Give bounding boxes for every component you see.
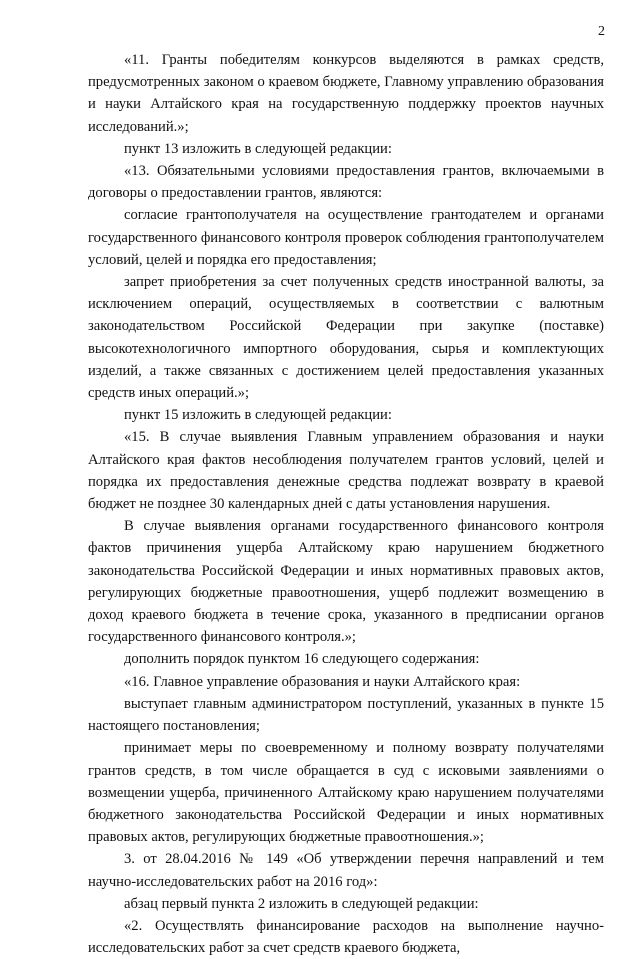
paragraph: «16. Главное управление образования и науки Алтайского края: [124, 673, 521, 690]
paragraph: дополнить порядок пунктом 16 следующего содержания: [124, 651, 480, 668]
paragraph: 3. от 28.04.2016 № 149 «Об утверждении перечня направлений и тем научно-исследовательских работ на 2016 год»: [88, 851, 604, 890]
paragraph: «13. Обязательными условиями предоставления грантов, включаемыми в договоры о предоставлении грантов, являются: [88, 163, 604, 202]
paragraph: пункт 15 изложить в следующей редакции: [124, 407, 392, 424]
paragraph: «2. Осуществлять финансирование расходов на выполнение научно-исследовательских работ за счет средств краевого бюджета, [88, 917, 604, 957]
paragraph: В случае выявления органами государственного финансового контроля фактов причинения ущерба Алтайскому краю нарушением бюджетного законодательства Российской Федерации и иных нормативных правовых актов, регулирующих бюджетные правоотношения, ущерб подлежит возмещению в доход краевого бюджета в течение срока, указанного в предписании органов государственного финансового контроля.»; [88, 518, 604, 646]
paragraph: согласие грантополучателя на осуществление грантодателем и органами государственного финансового контроля проверок соблюдения грантополучателем условий, целей и порядка его предоставления; [88, 207, 604, 268]
paragraph: выступает главным администратором поступлений, указанных в пункте 15 настоящего постановления; [88, 695, 604, 735]
page-number: 2 [598, 24, 605, 39]
paragraph: запрет приобретения за счет полученных средств иностранной валюты, за исключением операций, осуществляемых в соответствии с валютным законодательством Российской Федерации при закупке (поставке) высокотехнологичного импортного оборудования, сырья и комплектующих изделий, а также связанных с достижением целей предоставления указанных средств иных операций.»; [88, 274, 604, 402]
paragraph: пункт 13 изложить в следующей редакции: [124, 140, 392, 157]
paragraph: принимает меры по своевременному и полному возврату получателями грантов средств, в том числе обращается в суд с исковыми заявлениями о возмещении ущерба, причиненного Алтайскому краю нарушением получателями бюджетного законодательства Российской Федерации и иных нормативных правовых актов, регулирующих бюджетные правоотношения.»; [88, 740, 604, 846]
document-body [88, 49, 604, 959]
paragraph: «15. В случае выявления Главным управлением образования и науки Алтайского края фактов несоблюдения получателем грантов условий, целей и порядка их предоставления денежные средства подлежат возврату в краевой бюджет не позднее 30 календарных дней с даты установления нарушения. [88, 429, 604, 513]
paragraph: «11. Гранты победителям конкурсов выделяются в рамках средств, предусмотренных законом о краевом бюджете, Главному управлению образования и науки Алтайского края на государственную поддержку проектов научных исследований.»; [88, 52, 604, 135]
paragraph: абзац первый пункта 2 изложить в следующей редакции: [124, 895, 479, 912]
